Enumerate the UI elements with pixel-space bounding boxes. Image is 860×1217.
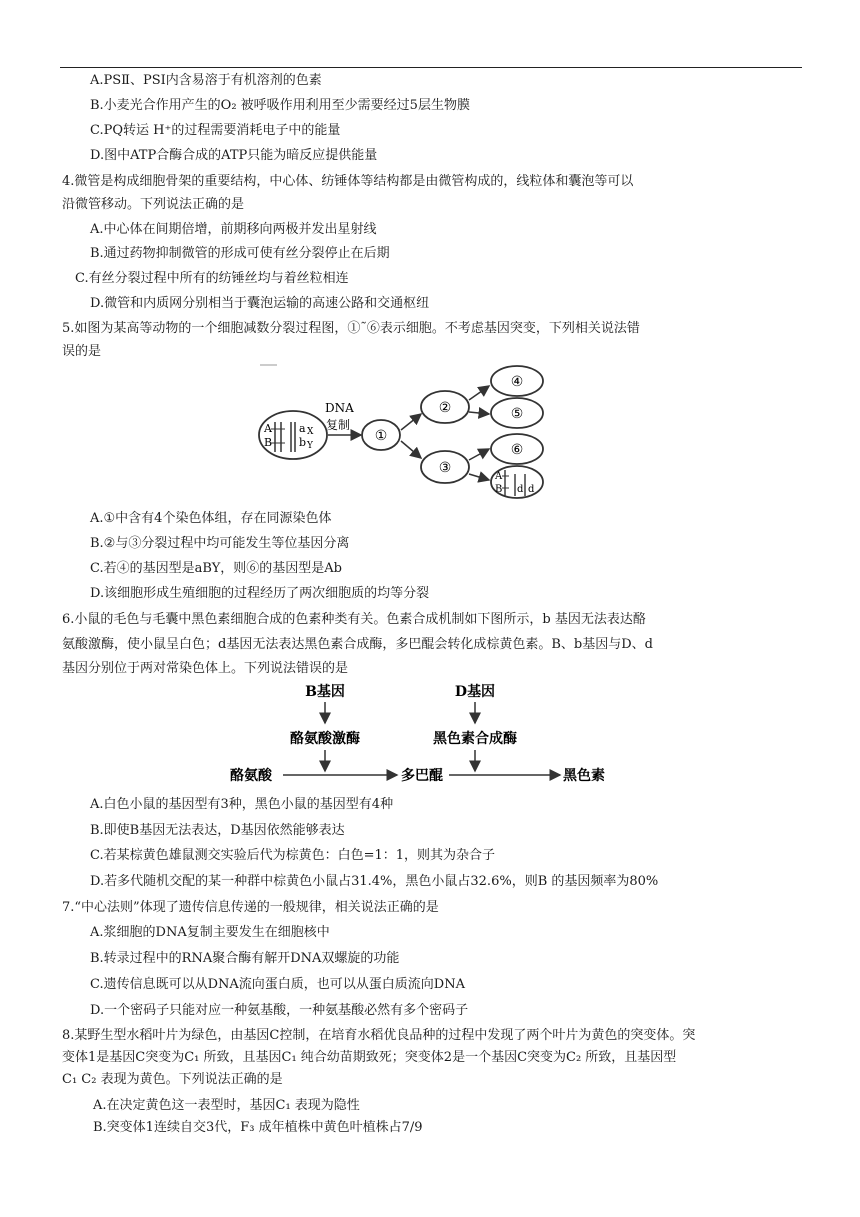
q5-option-a: A.①中含有4个染色体组，存在同源染色体 bbox=[90, 511, 332, 526]
cell-1-label: ① bbox=[374, 428, 388, 444]
q6-option-c: C.若某棕黄色雄鼠测交实验后代为棕黄色：白色=1：1，则其为杂合子 bbox=[90, 848, 496, 863]
intermediate-dopaquinone-label: 多巴醌 bbox=[401, 768, 443, 784]
gamete-allele-d2: d bbox=[528, 484, 535, 495]
gamete-allele-b: B bbox=[495, 484, 503, 495]
allele-b-lower-label: b bbox=[299, 436, 307, 449]
q3-option-b: B.小麦光合作用产生的O₂ 被呼吸作用利用至少需要经过5层生物膜 bbox=[90, 98, 470, 113]
q7-option-c: C.遗传信息既可以从DNA流向蛋白质，也可以从蛋白质流向DNA bbox=[90, 977, 465, 992]
gamete-allele-a: A bbox=[495, 471, 503, 482]
product-melanin-label: 黑色素 bbox=[563, 768, 605, 784]
substrate-tyrosine-label: 酪氨酸 bbox=[230, 768, 272, 784]
q6-stem-line3: 基因分别位于两对常染色体上。下列说法错误的是 bbox=[62, 661, 349, 676]
q8-stem-line2: 变体1是基因C突变为C₁ 所致，且基因C₁ 纯合幼苗期致死；突变体2是一个基因C突变为C₂ 所致，且基因型 bbox=[62, 1050, 677, 1065]
allele-a-upper-label: A bbox=[264, 422, 272, 435]
chrom-x-label: X bbox=[307, 427, 314, 437]
q6-option-a: A.白色小鼠的基因型有3种，黑色小鼠的基因型有4种 bbox=[90, 797, 394, 812]
q5-option-b: B.②与③分裂过程中均可能发生等位基因分离 bbox=[90, 536, 350, 551]
q4-option-a: A.中心体在间期倍增，前期移向两极并发出星射线 bbox=[90, 222, 377, 237]
cell-6-label: ⑥ bbox=[510, 442, 524, 458]
q8-option-b: B.突变体1连续自交3代，F₃ 成年植株中黄色叶植株占7/9 bbox=[93, 1120, 423, 1135]
allele-a-lower-label: a bbox=[299, 422, 306, 435]
q7-option-d: D.一个密码子只能对应一种氨基酸，一种氨基酸必然有多个密码子 bbox=[90, 1003, 469, 1018]
q7-stem: 7.“中心法则”体现了遗传信息传递的一般规律，相关说法正确的是 bbox=[62, 900, 439, 915]
replication-label: 复制 bbox=[326, 418, 351, 432]
q4-option-c: C.有丝分裂过程中所有的纺锤丝均与着丝粒相连 bbox=[75, 271, 349, 286]
q3-option-c: C.PQ转运 H⁺的过程需要消耗电子中的能量 bbox=[90, 123, 341, 138]
q4-stem-line1: 4.微管是构成细胞骨架的重要结构，中心体、纺锤体等结构都是由微管构成的，线粒体和囊泡等可以 bbox=[62, 174, 634, 189]
q5-option-c: C.若④的基因型是aBY，则⑥的基因型是Ab bbox=[90, 561, 342, 576]
q7-option-b: B.转录过程中的RNA聚合酶有解开DNA双螺旋的功能 bbox=[90, 951, 400, 966]
q6-stem-line1: 6.小鼠的毛色与毛囊中黑色素细胞合成的色素种类有关。色素合成机制如下图所示，b 基因无法表达酪 bbox=[62, 612, 646, 627]
q5-option-d: D.该细胞形成生殖细胞的过程经历了两次细胞质的均等分裂 bbox=[90, 586, 430, 601]
q7-option-a: A.浆细胞的DNA复制主要发生在细胞核中 bbox=[90, 925, 330, 940]
cell-2-label: ② bbox=[438, 400, 452, 416]
q4-option-b: B.通过药物抑制微管的形成可使有丝分裂停止在后期 bbox=[90, 246, 390, 261]
q5-stem-line2: 误的是 bbox=[62, 344, 102, 359]
q6-stem-line2: 氨酸激酶，使小鼠呈白色；d基因无法表达黑色素合成酶，多巴醌会转化成棕黄色素。B、b基因与D、d bbox=[62, 637, 653, 652]
q6-option-d: D.若多代随机交配的某一种群中棕黄色小鼠占31.4%，黑色小鼠占32.6%，则B 的基因频率为80% bbox=[90, 874, 659, 889]
meiosis-diagram bbox=[255, 362, 555, 502]
allele-b-upper-label: B bbox=[264, 436, 273, 449]
cell-4-label: ④ bbox=[510, 374, 524, 390]
q8-stem-line1: 8.某野生型水稻叶片为绿色，由基因C控制，在培育水稻优良品种的过程中发现了两个叶片为黄色的突变体。突 bbox=[62, 1028, 696, 1043]
q3-option-a: A.PSⅡ、PSⅠ内含易溶于有机溶剂的色素 bbox=[90, 73, 322, 88]
q4-stem-line2: 沿微管移动。下列说法正确的是 bbox=[62, 197, 245, 212]
q8-option-a: A.在决定黄色这一表型时，基因C₁ 表现为隐性 bbox=[93, 1098, 360, 1113]
cell-5-label: ⑤ bbox=[510, 406, 524, 422]
q5-stem-line1: 5.如图为某高等动物的一个细胞减数分裂过程图，①˜⑥表示细胞。不考虑基因突变，下列相关说法错 bbox=[62, 321, 640, 336]
gamete-allele-d1: d bbox=[517, 484, 524, 495]
q8-stem-line3: C₁ C₂ 表现为黄色。下列说法正确的是 bbox=[62, 1072, 283, 1087]
q3-option-d: D.图中ATP合酶合成的ATP只能为暗反应提供能量 bbox=[90, 148, 378, 163]
q6-option-b: B.即使B基因无法表达，D基因依然能够表达 bbox=[90, 823, 345, 838]
cell-3-label: ③ bbox=[438, 460, 452, 476]
pigment-pathway-diagram bbox=[225, 680, 645, 790]
gene-d-label: D基因 bbox=[454, 684, 496, 700]
enzyme-tyrosinase-label: 酪氨酸激酶 bbox=[290, 731, 360, 747]
gene-b-label: B基因 bbox=[305, 684, 345, 700]
enzyme-melanin-synthase-label: 黑色素合成酶 bbox=[433, 731, 517, 747]
header-rule bbox=[60, 67, 802, 68]
q4-option-d: D.微管和内质网分别相当于囊泡运输的高速公路和交通枢纽 bbox=[90, 296, 430, 311]
original-cell bbox=[259, 411, 327, 459]
dna-label: DNA bbox=[325, 401, 354, 415]
chrom-y-label: Y bbox=[307, 441, 313, 451]
